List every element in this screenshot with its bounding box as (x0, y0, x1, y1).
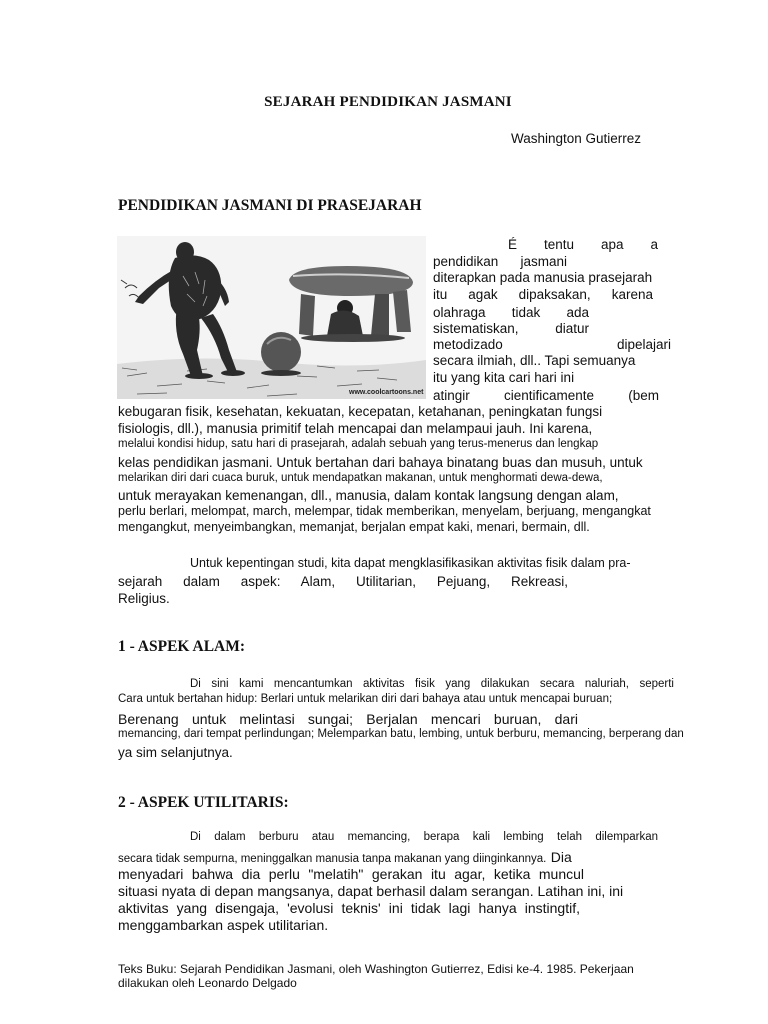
paragraph-line: sistematiskan, diatur (433, 321, 589, 336)
caveman-cartoon-figure (117, 236, 426, 399)
paragraph-line: mengangkut, menyeimbangkan, memanjat, berjalan empat kaki, menari, bermain, dll. (118, 520, 590, 534)
footer-note-line: dilakukan oleh Leonardo Delgado (118, 976, 297, 990)
footer-note-line: Teks Buku: Sejarah Pendidikan Jasmani, oleh Washington Gutierrez, Edisi ke-4. 1985. Pekerjaan (118, 962, 634, 976)
paragraph-line: olahraga tidak ada (433, 305, 589, 320)
paragraph-line (118, 849, 572, 867)
paragraph-line: Religius. (118, 591, 170, 606)
paragraph-line: untuk merayakan kemenangan, dll., manusia, dalam kontak langsung dengan alam, (118, 488, 619, 503)
paragraph-line: ya sim selanjutnya. (118, 745, 233, 760)
paragraph-line: sejarah dalam aspek: Alam, Utilitarian, Pejuang, Rekreasi, (118, 574, 568, 589)
paragraph-line: Cara untuk bertahan hidup: Berlari untuk melarikan diri dari bahaya atau untuk mencapai buruan; (118, 693, 613, 705)
section-heading-alam: 1 - ASPEK ALAM: (118, 638, 246, 655)
document-author: Washington Gutierrez (511, 131, 642, 146)
paragraph-line: pendidikan jasmani (433, 254, 567, 269)
paragraph-line: Berenang untuk melintasi sungai; Berjalan mencari buruan, dari (118, 711, 578, 727)
paragraph-line: itu agak dipaksakan, karena (433, 287, 653, 302)
paragraph-line: itu yang kita cari hari ini (433, 370, 575, 385)
paragraph-line: melalui kondisi hidup, satu hari di prasejarah, adalah sebuah yang terus-menerus dan lengkap (118, 438, 599, 450)
paragraph-line-small: secara tidak sempurna, meninggalkan manusia tanpa makanan yang diinginkannya. (118, 853, 547, 865)
paragraph-line: kelas pendidikan jasmani. Untuk bertahan dari bahaya binatang buas dan musuh, untuk (118, 455, 643, 470)
paragraph-line: É tentu apa a (508, 237, 658, 252)
paragraph-line: Di dalam berburu atau memancing, berapa kali lembing telah dilemparkan (190, 831, 658, 843)
paragraph-line: Di sini kami mencantumkan aktivitas fisik yang dilakukan secara naluriah, seperti (190, 678, 674, 690)
paragraph-line: kebugaran fisik, kesehatan, kekuatan, kecepatan, ketahanan, peningkatan fungsi (118, 404, 603, 419)
paragraph-line: diterapkan pada manusia prasejarah (433, 270, 653, 285)
paragraph-line: situasi nyata di depan mangsanya, dapat berhasil dalam serangan. Latihan ini, ini (118, 883, 624, 899)
paragraph-line: metodizado dipelajari (433, 337, 671, 352)
paragraph-line: atingir cientificamente (bem (433, 388, 659, 403)
paragraph-line: perlu berlari, melompat, march, melempar, tidak memberikan, menyelam, berjuang, mengangkat (118, 504, 651, 518)
paragraph-line: fisiologis, dll.), manusia primitif telah mencapai dan melampaui jauh. Ini karena, (118, 421, 593, 436)
paragraph-line: memancing, dari tempat perlindungan; Melemparkan batu, lembing, untuk berburu, memancing, berperang dan (118, 728, 684, 740)
paragraph-line-large: Dia (550, 849, 572, 865)
section-heading-utilitaris: 2 - ASPEK UTILITARIS: (118, 794, 289, 811)
svg-text:www.coolcartoons.net: www.coolcartoons.net (349, 389, 424, 396)
paragraph-line: melarikan diri dari cuaca buruk, untuk mendapatkan makanan, untuk menghormati dewa-dewa, (118, 472, 603, 484)
paragraph-line: menggambarkan aspek utilitarian. (118, 917, 329, 933)
section-heading-prehistory: PENDIDIKAN JASMANI DI PRASEJARAH (118, 197, 422, 214)
caveman-cartoon-icon (117, 236, 426, 399)
document-title: SEJARAH PENDIDIKAN JASMANI (264, 94, 512, 110)
paragraph-line: menyadari bahwa dia perlu "melatih" gerakan itu agar, ketika muncul (118, 866, 584, 882)
paragraph-line: Untuk kepentingan studi, kita dapat mengklasifikasikan aktivitas fisik dalam pra- (190, 556, 631, 570)
paragraph-line: aktivitas yang disengaja, 'evolusi teknis' ini tidak lagi hanya instingtif, (118, 900, 580, 916)
paragraph-line: secara ilmiah, dll.. Tapi semuanya (433, 353, 636, 368)
